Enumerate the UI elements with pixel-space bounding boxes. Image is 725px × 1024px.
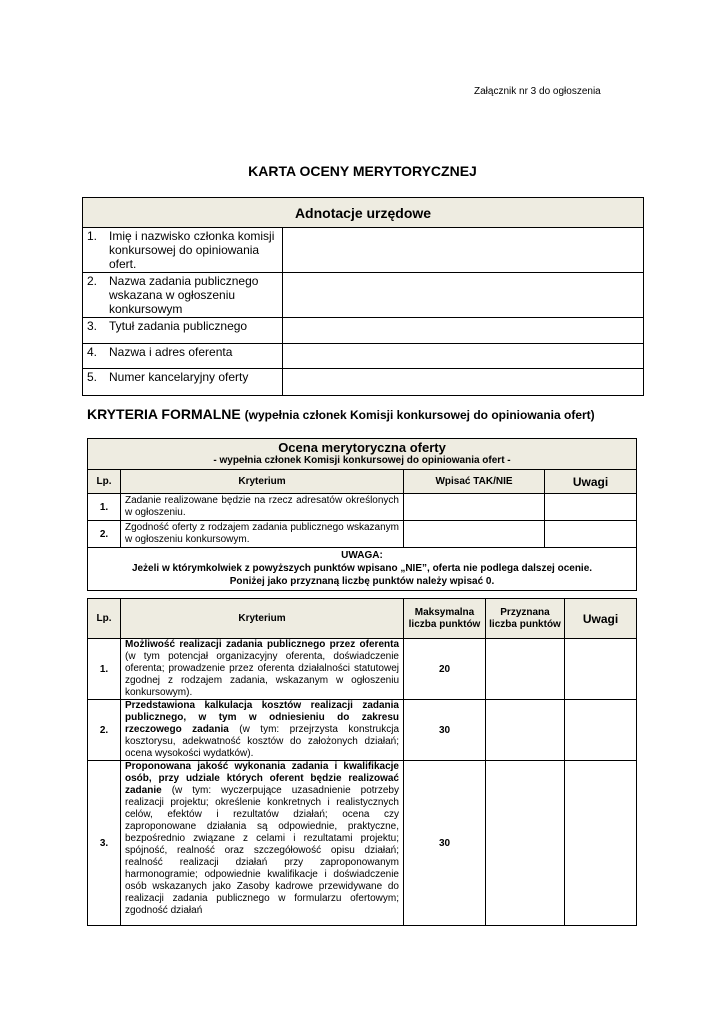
merit-note: UWAGA: Jeżeli w którymkolwiek z powyższych punktów wpisano „NIE”, oferta nie podlega dalszej ocenie. Poniżej jako przyznaną liczbę punktów należy wpisać 0. bbox=[88, 548, 637, 591]
col-notes: Uwagi bbox=[545, 470, 637, 494]
notes-field[interactable] bbox=[565, 761, 637, 926]
official-notes-value-5[interactable] bbox=[283, 369, 644, 396]
notes-field[interactable] bbox=[565, 639, 637, 700]
max-points: 30 bbox=[404, 761, 486, 926]
official-notes-value-3[interactable] bbox=[283, 318, 644, 344]
merit-assessment-table bbox=[87, 438, 637, 591]
official-notes-label: 2. Nazwa zadania publicznego wskazana w ogłoszeniu konkursowym bbox=[83, 273, 283, 318]
col-awarded-points: Przyznana liczba punktów bbox=[486, 599, 565, 639]
official-notes-label: 5. Numer kancelaryjny oferty bbox=[83, 369, 283, 396]
official-notes-value-1[interactable] bbox=[283, 228, 644, 273]
table-row: 1. Zadanie realizowane będzie na rzecz adresatów określonych w ogłoszeniu. bbox=[88, 494, 637, 521]
notes-field[interactable] bbox=[545, 494, 637, 521]
notes-field[interactable] bbox=[545, 521, 637, 548]
col-lp: Lp. bbox=[88, 599, 121, 639]
formal-criteria-heading: KRYTERIA FORMALNE (wypełnia członek Komisji konkursowej do opiniowania ofert) bbox=[87, 406, 595, 422]
document-title: KARTA OCENY MERYTORYCZNEJ bbox=[248, 163, 477, 179]
col-lp: Lp. bbox=[88, 470, 121, 494]
max-points: 20 bbox=[404, 639, 486, 700]
col-criterion: Kryterium bbox=[121, 470, 404, 494]
col-yes-no: Wpisać TAK/NIE bbox=[404, 470, 545, 494]
table-row: 2. Przedstawiona kalkulacja kosztów realizacji zadania publicznego, w tym w odniesieniu do zakresu rzeczowego zadania (w tym: przejrzysta konstrukcja kosztorysu, adekwatność kosztów do założonych działań; ocena wysokości wydatków). 30 bbox=[88, 700, 637, 761]
official-notes-value-4[interactable] bbox=[283, 344, 644, 369]
annex-label: Załącznik nr 3 do ogłoszenia bbox=[474, 86, 601, 97]
col-criterion: Kryterium bbox=[121, 599, 404, 639]
table-row: 1. Możliwość realizacji zadania publicznego przez oferenta (w tym potencjał organizacyjny oferenta, doświadczenie oferenta; prowadzenie przez oferenta działalności statutowej zgodnej z rodzajem zadania, wskazanym w ogłoszeniu konkursowym). 20 bbox=[88, 639, 637, 700]
official-notes-header: Adnotacje urzędowe bbox=[83, 198, 644, 228]
official-notes-label: 4. Nazwa i adres oferenta bbox=[83, 344, 283, 369]
yes-no-field[interactable] bbox=[404, 521, 545, 548]
official-notes-label: 1. Imię i nazwisko członka komisji konkursowej do opiniowania ofert. bbox=[83, 228, 283, 273]
yes-no-field[interactable] bbox=[404, 494, 545, 521]
official-notes-label: 3. Tytuł zadania publicznego bbox=[83, 318, 283, 344]
col-max-points: Maksymalna liczba punktów bbox=[404, 599, 486, 639]
notes-field[interactable] bbox=[565, 700, 637, 761]
max-points: 30 bbox=[404, 700, 486, 761]
points-table bbox=[87, 598, 637, 926]
merit-table-header: Ocena merytoryczna oferty - wypełnia członek Komisji konkursowej do opiniowania ofert - bbox=[88, 439, 637, 470]
table-row: 2. Zgodność oferty z rodzajem zadania publicznego wskazanym w ogłoszeniu konkursowym. bbox=[88, 521, 637, 548]
table-row: 3. Proponowana jakość wykonania zadania i kwalifikacje osób, przy udziale których oferent będzie realizować zadanie (w tym: wyczerpujące uzasadnienie potrzeby realizacji projektu; określenie konkretnych i realistycznych celów, efektów i rezultatów działań; ocena czy zaproponowane działania są odpowiednie, praktyczne, bezpośrednio związane z celami i rezultatami projektu; spójność, realność oraz szczegółowość opisu działań; realność realizacji działań przy zaproponowanym harmonogramie; odpowiednie kwalifikacje i doświadczenie osób wskazanych jako Zasoby kadrowe przewidywane do realizacji zadania publicznego w formularzu ofertowym; zgodność działań 30 bbox=[88, 761, 637, 926]
awarded-points-field[interactable] bbox=[486, 761, 565, 926]
official-notes-value-2[interactable] bbox=[283, 273, 644, 318]
official-notes-table bbox=[82, 197, 644, 396]
col-notes: Uwagi bbox=[565, 599, 637, 639]
awarded-points-field[interactable] bbox=[486, 639, 565, 700]
awarded-points-field[interactable] bbox=[486, 700, 565, 761]
